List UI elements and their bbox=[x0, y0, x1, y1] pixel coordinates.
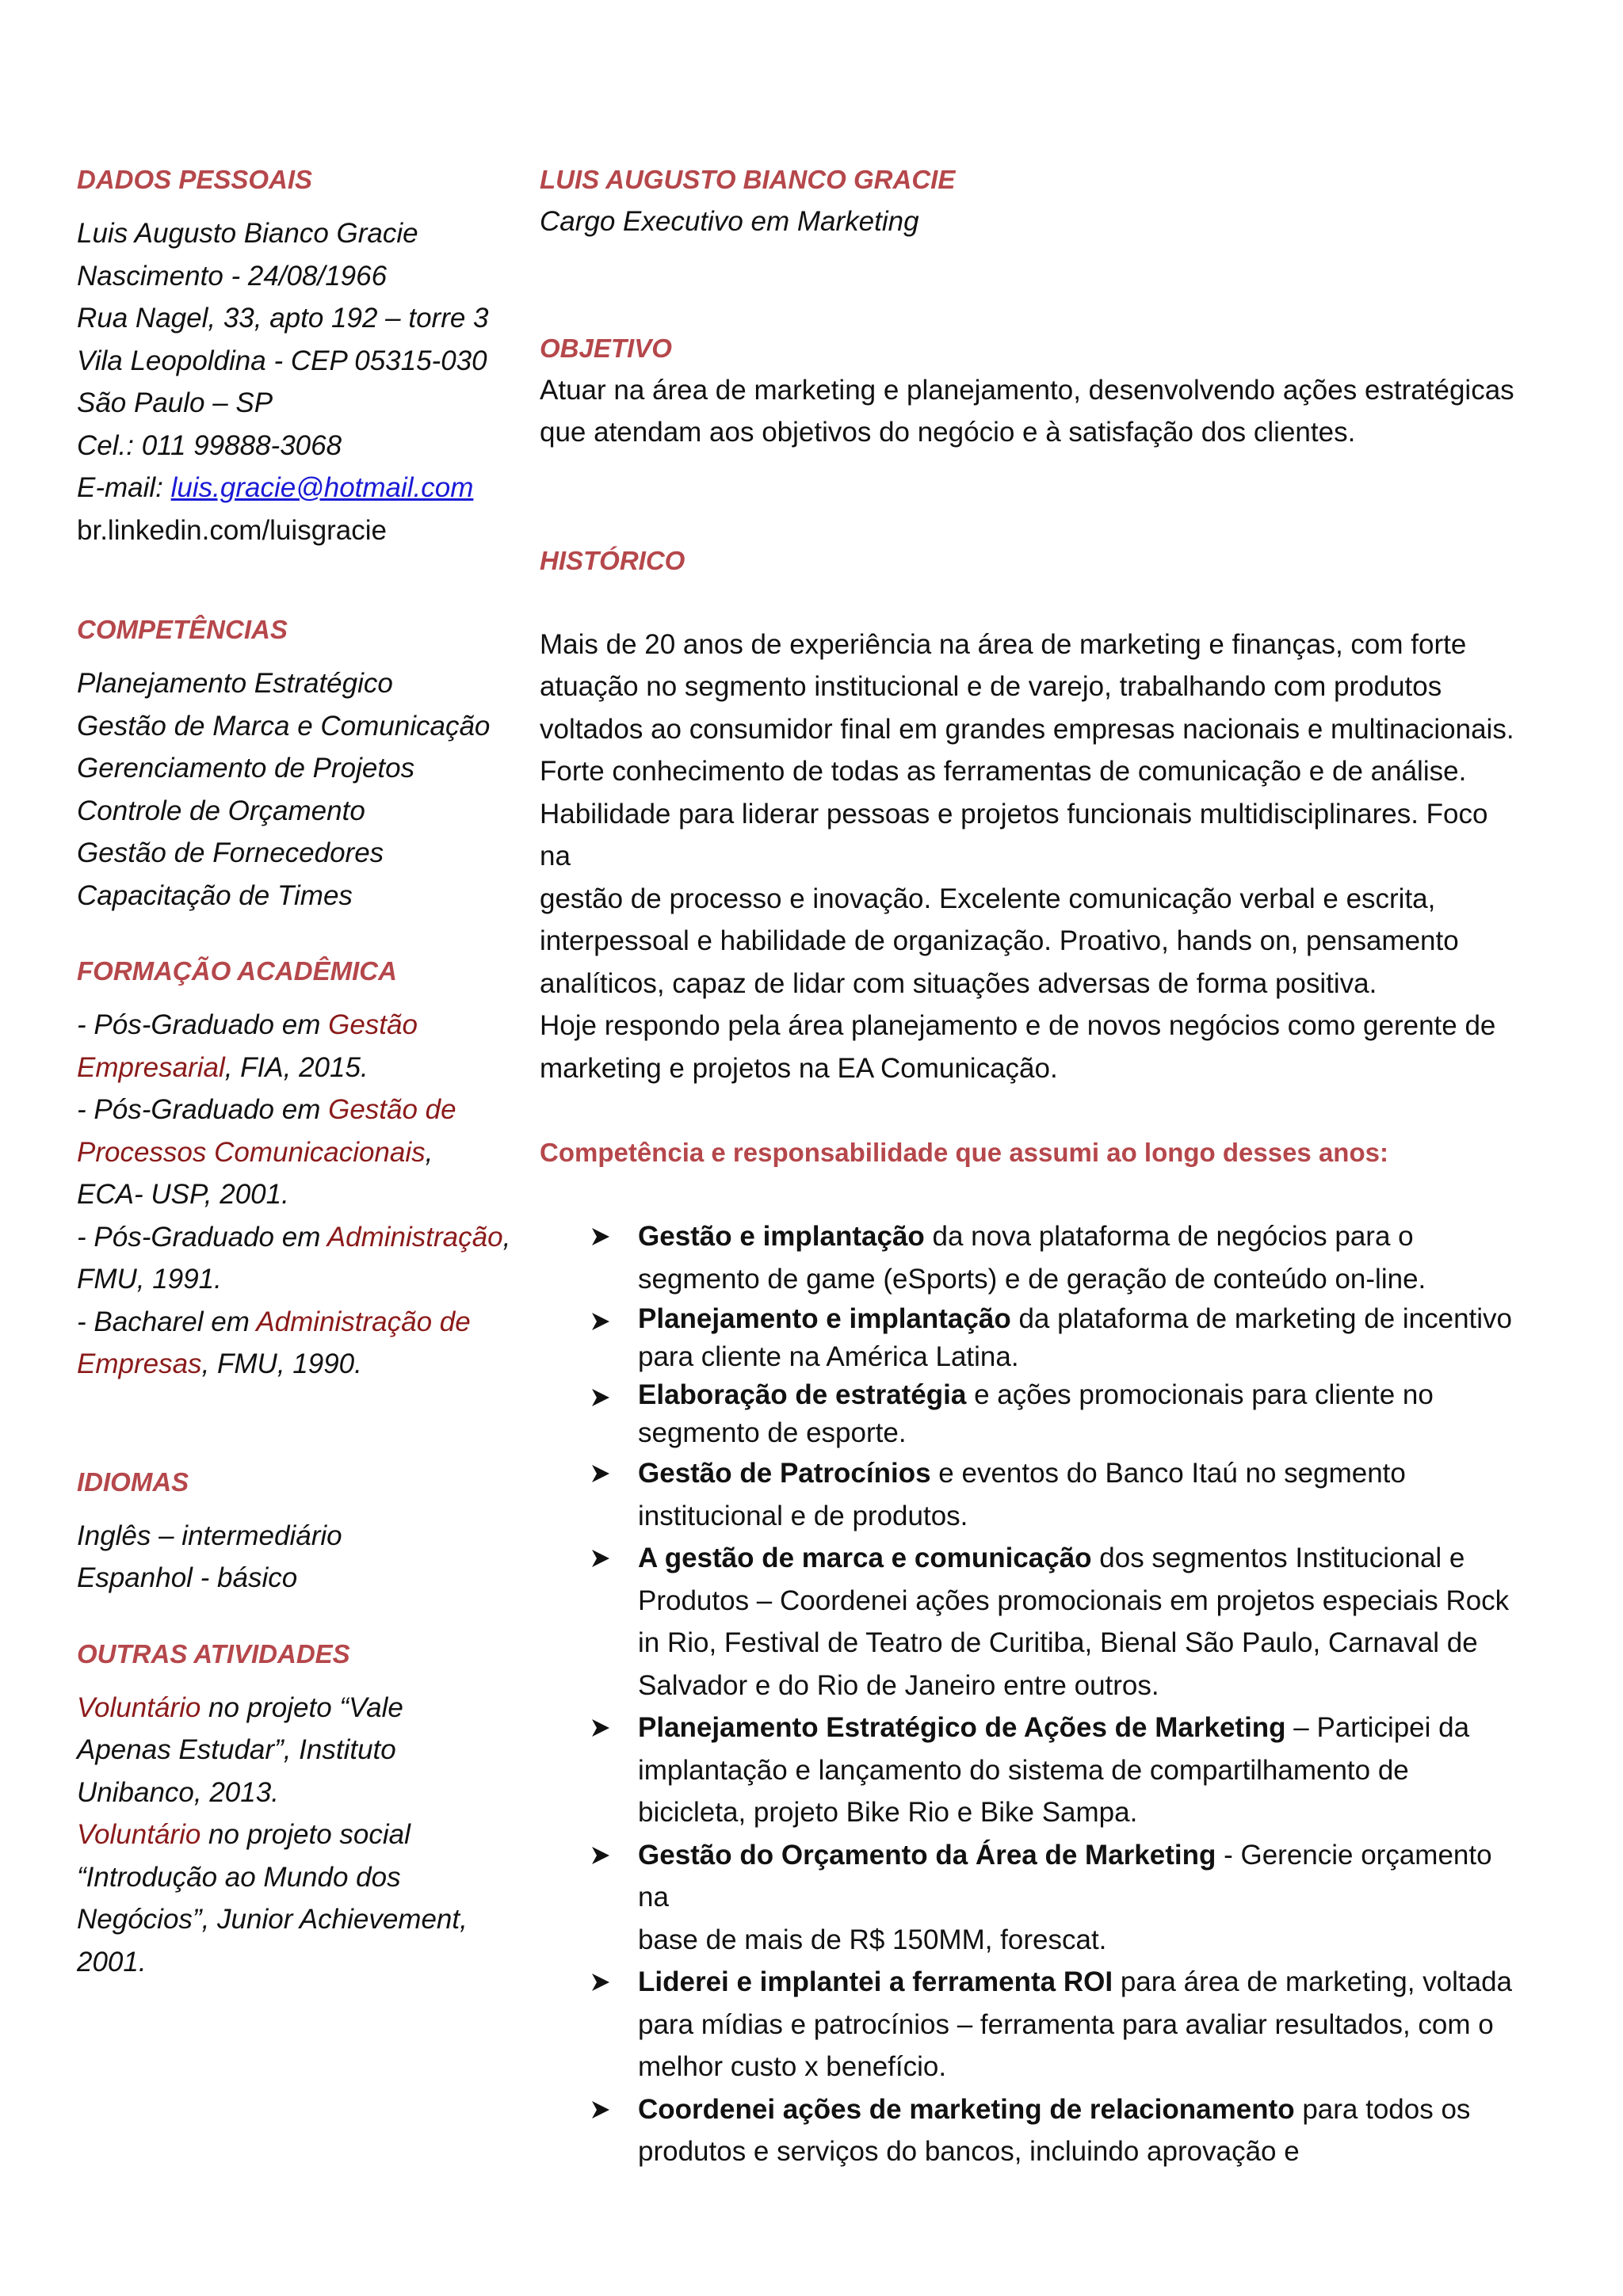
activity-line bbox=[77, 1814, 521, 1856]
skill-item: Capacitação de Times bbox=[77, 879, 353, 911]
item-text: base de mais de R$ 150MM, forescat. bbox=[638, 1924, 1107, 1955]
education-line bbox=[77, 1131, 521, 1174]
education-highlight: Empresas bbox=[77, 1348, 202, 1379]
item-text: para todos os bbox=[1294, 2093, 1471, 2125]
item-text: da nova plataforma de negócios para o bbox=[924, 1221, 1414, 1252]
skills-heading: COMPETÊNCIAS bbox=[77, 615, 288, 644]
list-item bbox=[540, 1537, 1522, 1707]
candidate-role: Cargo Executivo em Marketing bbox=[540, 206, 919, 237]
languages-section bbox=[77, 1461, 521, 1600]
history-line: Forte conhecimento de todas as ferramentas de comunicação e de análise. bbox=[540, 756, 1467, 787]
education-line bbox=[77, 1089, 521, 1131]
activity-text: no projeto social bbox=[200, 1819, 411, 1850]
item-heading: Elaboração de estratégia bbox=[638, 1379, 967, 1410]
item-text: bicicleta, projeto Bike Rio e Bike Sampa. bbox=[638, 1797, 1138, 1828]
personal-birth: Nascimento - 24/08/1966 bbox=[77, 260, 388, 292]
education-highlight: Administração bbox=[327, 1221, 503, 1253]
skills-section bbox=[77, 608, 521, 917]
activity-highlight: Voluntário bbox=[77, 1691, 201, 1723]
arrow-bullet-icon bbox=[589, 1537, 621, 1579]
item-text: Produtos – Coordenei ações promocionais em projetos especiais Rock bbox=[638, 1585, 1510, 1616]
list-item bbox=[540, 1215, 1522, 1300]
education-highlight: Processos Comunicacionais bbox=[77, 1136, 426, 1168]
objective-line: que atendam aos objetivos do negócio e à satisfação dos clientes. bbox=[540, 417, 1356, 448]
item-text: – Participei da bbox=[1285, 1712, 1470, 1743]
history-line: analíticos, capaz de lidar com situações adversas de forma positiva. bbox=[540, 967, 1377, 999]
list-item bbox=[540, 1834, 1522, 1962]
list-item bbox=[540, 1961, 1522, 2088]
education-line: ECA- USP, 2001. bbox=[77, 1179, 289, 1210]
language-item: Espanhol - básico bbox=[77, 1562, 298, 1593]
activity-highlight: Voluntário bbox=[77, 1819, 201, 1850]
other-activities-heading: OUTRAS ATIVIDADES bbox=[77, 1638, 350, 1669]
education-section bbox=[77, 950, 521, 1386]
education-line bbox=[77, 1047, 521, 1089]
item-text: melhor custo x benefício. bbox=[638, 2051, 947, 2082]
education-text: , FIA, 2015. bbox=[224, 1051, 369, 1083]
skill-item: Planejamento Estratégico bbox=[77, 668, 393, 699]
history-line: voltados ao consumidor final em grandes empresas nacionais e multinacionais. bbox=[540, 713, 1514, 745]
education-highlight: Administração de bbox=[256, 1306, 471, 1337]
personal-data-section bbox=[77, 158, 521, 551]
achievements-heading: Competência e responsabilidade que assumi ao longo desses anos: bbox=[540, 1138, 1388, 1167]
history-line: gestão de processo e inovação. Excelente comunicação verbal e escrita, bbox=[540, 883, 1436, 914]
item-text: Salvador e do Rio de Janeiro entre outros. bbox=[638, 1669, 1159, 1701]
personal-phone: Cel.: 011 99888-3068 bbox=[77, 429, 342, 461]
personal-data-heading: DADOS PESSOAIS bbox=[77, 165, 313, 194]
education-text: , bbox=[425, 1136, 433, 1168]
item-text: segmento de esporte. bbox=[638, 1417, 907, 1448]
history-line: interpessoal e habilidade de organização. Proativo, hands on, pensamento bbox=[540, 925, 1459, 956]
activity-text: no projeto “Vale bbox=[200, 1691, 403, 1723]
item-text: e ações promocionais para cliente no bbox=[966, 1379, 1434, 1410]
right-column bbox=[540, 158, 1522, 2173]
education-text: - Bacharel em bbox=[77, 1306, 257, 1337]
arrow-bullet-icon bbox=[589, 1707, 621, 1749]
item-heading: Coordenei ações de marketing de relacionamento bbox=[638, 2093, 1295, 2125]
email-label: E-mail: bbox=[77, 472, 171, 503]
arrow-bullet-icon bbox=[589, 2088, 621, 2130]
skill-item: Controle de Orçamento bbox=[77, 795, 365, 826]
education-highlight: Empresarial bbox=[77, 1051, 225, 1083]
language-item: Inglês – intermediário bbox=[77, 1520, 342, 1551]
item-text: dos segmentos Institucional e bbox=[1091, 1543, 1465, 1573]
arrow-bullet-icon bbox=[589, 1961, 621, 2003]
left-column bbox=[77, 158, 521, 1983]
activity-line bbox=[77, 1687, 521, 1730]
history-line: Mais de 20 anos de experiência na área de marketing e finanças, com forte bbox=[540, 628, 1467, 660]
education-text: - Pós-Graduado em bbox=[77, 1009, 329, 1040]
education-text: , bbox=[502, 1221, 511, 1253]
email-link[interactable]: luis.gracie@hotmail.com bbox=[170, 472, 474, 503]
education-highlight: Gestão bbox=[328, 1009, 418, 1040]
skill-item: Gestão de Marca e Comunicação bbox=[77, 710, 491, 742]
item-text: da plataforma de marketing de incentivo bbox=[1010, 1303, 1513, 1334]
personal-name: Luis Augusto Bianco Gracie bbox=[77, 218, 418, 249]
item-heading: Gestão do Orçamento da Área de Marketing bbox=[638, 1839, 1216, 1871]
item-heading: A gestão de marca e comunicação bbox=[638, 1543, 1092, 1573]
item-text: para área de marketing, voltada bbox=[1113, 1966, 1513, 1997]
education-line: FMU, 1991. bbox=[77, 1264, 222, 1295]
arrow-bullet-icon bbox=[589, 1376, 621, 1418]
education-highlight: Gestão de bbox=[328, 1094, 456, 1125]
education-heading: FORMAÇÃO ACADÊMICA bbox=[77, 956, 397, 986]
personal-street: Rua Nagel, 33, apto 192 – torre 3 bbox=[77, 303, 489, 334]
personal-email-line bbox=[77, 467, 521, 509]
objective-line: Atuar na área de marketing e planejamento, desenvolvendo ações estratégicas bbox=[540, 374, 1514, 406]
personal-district: Vila Leopoldina - CEP 05315-030 bbox=[77, 345, 487, 376]
list-item bbox=[540, 1707, 1522, 1834]
item-heading: Liderei e implantei a ferramenta ROI bbox=[638, 1966, 1113, 1997]
education-line bbox=[77, 1343, 521, 1386]
arrow-bullet-icon bbox=[589, 1300, 621, 1342]
item-text: produtos e serviços do bancos, incluindo aprovação e bbox=[638, 2136, 1300, 2167]
arrow-bullet-icon bbox=[589, 1215, 621, 1257]
list-item bbox=[540, 1376, 1522, 1452]
item-heading: Gestão e implantação bbox=[638, 1221, 925, 1252]
skill-item: Gerenciamento de Projetos bbox=[77, 753, 415, 784]
history-line: atuação no segmento institucional e de varejo, trabalhando com produtos bbox=[540, 671, 1442, 702]
item-text: segmento de game (eSports) e de geração de conteúdo on-line. bbox=[638, 1263, 1426, 1295]
arrow-bullet-icon bbox=[589, 1452, 621, 1494]
education-line bbox=[77, 1216, 521, 1259]
history-line: Hoje respondo pela área planejamento e de novos negócios como gerente de bbox=[540, 1010, 1496, 1041]
objective-heading: OBJETIVO bbox=[540, 333, 672, 363]
item-heading: Planejamento Estratégico de Ações de Marketing bbox=[638, 1712, 1286, 1743]
item-heading: Planejamento e implantação bbox=[638, 1303, 1011, 1334]
history-line: marketing e projetos na EA Comunicação. bbox=[540, 1052, 1058, 1084]
personal-city: São Paulo – SP bbox=[77, 387, 273, 418]
education-line bbox=[77, 1004, 521, 1047]
education-text: , FMU, 1990. bbox=[201, 1348, 362, 1379]
item-text: institucional e de produtos. bbox=[638, 1500, 968, 1531]
item-text: para cliente na América Latina. bbox=[638, 1341, 1019, 1372]
languages-heading: IDIOMAS bbox=[77, 1466, 189, 1497]
history-line: Habilidade para liderar pessoas e projetos funcionais multidisciplinares. Foco na bbox=[540, 798, 1488, 871]
candidate-name: LUIS AUGUSTO BIANCO GRACIE bbox=[540, 165, 956, 194]
item-heading: Gestão de Patrocínios bbox=[638, 1458, 931, 1489]
education-line bbox=[77, 1301, 521, 1344]
item-text: implantação e lançamento do sistema de compartilhamento de bbox=[638, 1754, 1409, 1786]
item-text: para mídias e patrocínios – ferramenta para avaliar resultados, com o bbox=[638, 2008, 1494, 2040]
activity-line: Apenas Estudar”, Instituto bbox=[77, 1734, 396, 1765]
achievements-list bbox=[540, 1215, 1522, 2173]
activity-line: 2001. bbox=[77, 1946, 147, 1978]
personal-linkedin: br.linkedin.com/luisgracie bbox=[77, 514, 388, 546]
skill-item: Gestão de Fornecedores bbox=[77, 837, 384, 868]
other-activities-section bbox=[77, 1633, 521, 1984]
history-heading: HISTÓRICO bbox=[540, 545, 685, 575]
list-item bbox=[540, 1300, 1522, 1376]
activity-line: Unibanco, 2013. bbox=[77, 1776, 279, 1808]
list-item bbox=[540, 2088, 1522, 2173]
item-text: - Gerencie orçamento na bbox=[638, 1839, 1492, 1913]
activity-line: Negócios”, Junior Achievement, bbox=[77, 1904, 468, 1935]
activity-line: “Introdução ao Mundo dos bbox=[77, 1861, 401, 1893]
education-text: - Pós-Graduado em bbox=[77, 1221, 327, 1253]
education-text: - Pós-Graduado em bbox=[77, 1094, 329, 1125]
item-text: e eventos do Banco Itaú no segmento bbox=[930, 1458, 1406, 1489]
arrow-bullet-icon bbox=[589, 1834, 621, 1876]
item-text: in Rio, Festival de Teatro de Curitiba, Bienal São Paulo, Carnaval de bbox=[638, 1627, 1478, 1658]
list-item bbox=[540, 1452, 1522, 1537]
